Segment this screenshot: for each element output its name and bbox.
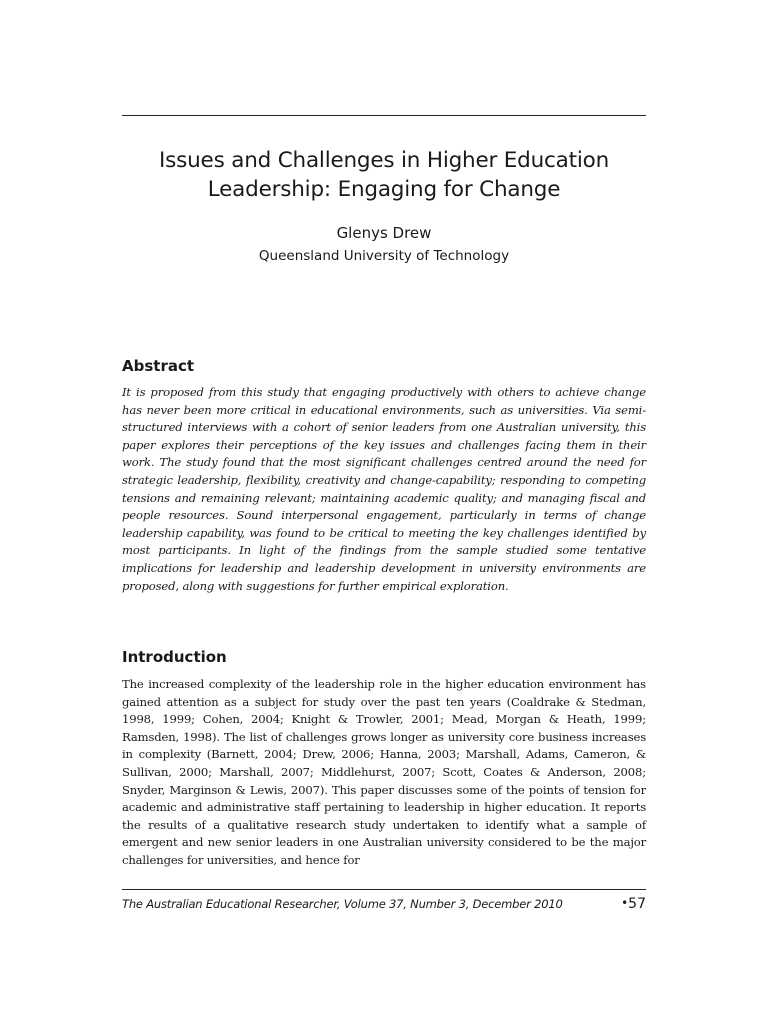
abstract-heading: Abstract bbox=[122, 357, 195, 375]
top-rule bbox=[122, 115, 646, 116]
page-number-value: 57 bbox=[628, 896, 646, 912]
page-bullet: • bbox=[621, 896, 629, 910]
article-title bbox=[100, 146, 668, 204]
page-number bbox=[621, 893, 646, 914]
journal-citation: The Australian Educational Researcher, Volume 37, Number 3, December 2010 bbox=[122, 897, 563, 911]
footer-rule bbox=[122, 889, 646, 890]
article-title-line-2: Leadership: Engaging for Change bbox=[207, 177, 561, 202]
abstract-text: It is proposed from this study that engaging productively with others to achieve change has never been more critical in educational environments, such as universities. Via semi-structured interviews with a cohort of senior leaders from one Australian university, this paper explores their perceptions of the key issues and challenges facing them in their work. The study found that the most significant challenges centred around the need for strategic leadership, flexibility, creativity and change-capability; responding to competing tensions and remaining relevant; maintaining academic quality; and managing fiscal and people resources. Sound interpersonal engagement, particularly in terms of change leadership capability, was found to be critical to meeting the key challenges identified by most participants. In light of the findings from the sample studied some tentative implications for leadership and leadership development in university environments are proposed, along with suggestions for further empirical exploration. bbox=[122, 385, 646, 593]
introduction-heading: Introduction bbox=[122, 648, 227, 666]
article-title-line-1: Issues and Challenges in Higher Education bbox=[158, 148, 610, 173]
introduction-text: The increased complexity of the leadership role in the higher education environment has gained attention as a subject for study over the past ten years (Coaldrake & Stedman, 1998, 1999; Cohen, 2004; Knight & Trowler, 2001; Mead, Morgan & Heath, 1999; Ramsden, 1998). The list of challenges grows longer as university core business increases in complexity (Barnett, 2004; Drew, 2006; Hanna, 2003; Marshall, Adams, Cameron, & Sullivan, 2000; Marshall, 2007; Middlehurst, 2007; Scott, Coates & Anderson, 2008; Snyder, Marginson & Lewis, 2007). This paper discusses some of the points of tension for academic and administrative staff pertaining to leadership in higher education. It reports the results of a qualitative research study undertaken to identify what a sample of emergent and new senior leaders in one Australian university considered to be the major challenges for universities, and hence for bbox=[122, 677, 646, 867]
author-name: Glenys Drew bbox=[336, 224, 432, 242]
author-affiliation: Queensland University of Technology bbox=[258, 248, 510, 264]
